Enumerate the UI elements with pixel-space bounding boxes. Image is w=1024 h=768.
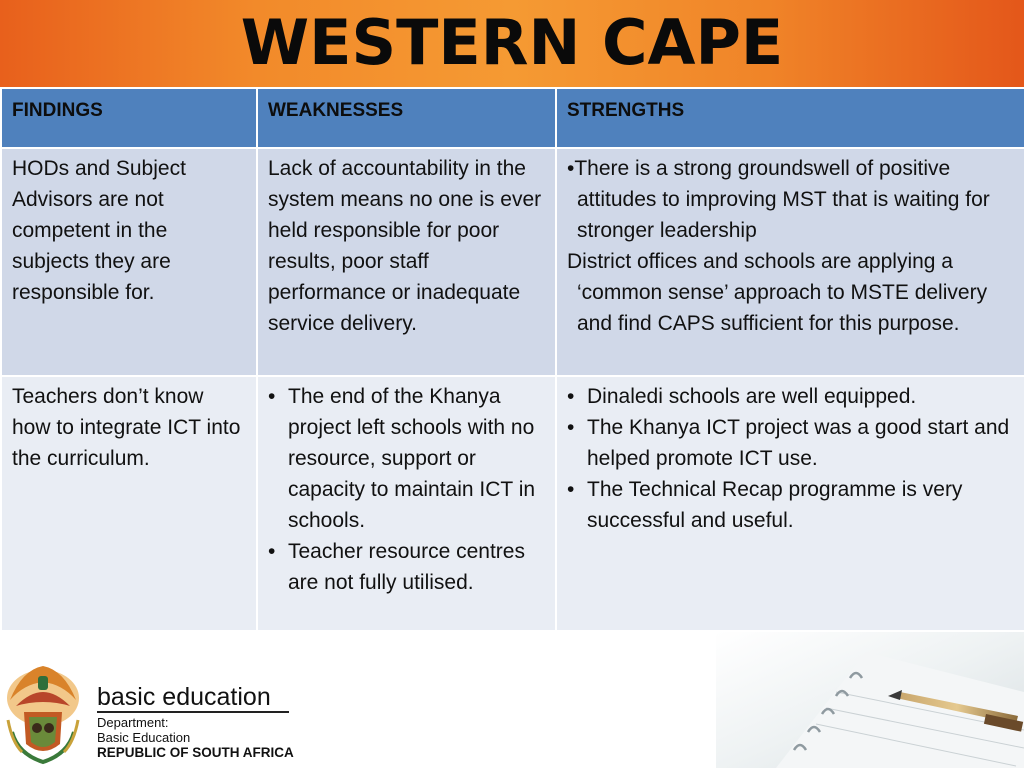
strengths-cell bbox=[556, 376, 1024, 631]
bullet-icon: • bbox=[567, 416, 575, 439]
findings-table bbox=[0, 87, 1024, 632]
finding-cell bbox=[1, 376, 257, 631]
strength-text: •There is a strong groundswell of positive attitudes to improving MST that is waiting for stronger leadership bbox=[567, 157, 990, 242]
coat-of-arms-icon bbox=[2, 662, 84, 766]
list-item-text: The Technical Recap programme is very successful and useful. bbox=[587, 478, 963, 532]
slide-title: WESTERN CAPE bbox=[240, 6, 784, 79]
column-header-strengths: STRENGTHS bbox=[556, 88, 1024, 148]
weakness-list bbox=[268, 381, 545, 598]
title-banner bbox=[0, 0, 1024, 87]
finding-cell bbox=[1, 148, 257, 376]
table-row bbox=[1, 148, 1024, 376]
column-header-findings: FINDINGS bbox=[1, 88, 257, 148]
bullet-icon: • bbox=[268, 385, 276, 408]
list-item bbox=[268, 381, 545, 536]
table-header-row bbox=[1, 88, 1024, 148]
column-header-weaknesses: WEAKNESSES bbox=[257, 88, 556, 148]
country-name: REPUBLIC OF SOUTH AFRICA bbox=[97, 745, 294, 760]
department-label: Department: bbox=[97, 715, 169, 730]
list-item bbox=[268, 536, 545, 598]
finding-text: Teachers don’t know how to integrate ICT into the curriculum. bbox=[12, 385, 241, 470]
notebook-pen-image bbox=[716, 632, 1024, 768]
brand-divider bbox=[97, 711, 289, 713]
list-item bbox=[567, 412, 1014, 474]
department-name: Basic Education bbox=[97, 730, 191, 745]
brand-name: basic education bbox=[97, 683, 271, 711]
weakness-cell bbox=[257, 376, 556, 631]
bullet-icon: • bbox=[567, 478, 575, 501]
finding-text: HODs and Subject Advisors are not competent in the subjects they are responsible for. bbox=[12, 157, 186, 304]
list-item-text: The Khanya ICT project was a good start and helped promote ICT use. bbox=[587, 416, 1010, 470]
list-item-text: Dinaledi schools are well equipped. bbox=[587, 385, 917, 408]
list-item-text: Teacher resource centres are not fully utilised. bbox=[288, 540, 525, 594]
list-item bbox=[567, 474, 1014, 536]
weakness-cell bbox=[257, 148, 556, 376]
table-row bbox=[1, 376, 1024, 631]
list-item bbox=[567, 381, 1014, 412]
strength-text: District offices and schools are applying a ‘common sense’ approach to MSTE delivery and find CAPS sufficient for this purpose. bbox=[567, 250, 988, 335]
strengths-cell bbox=[556, 148, 1024, 376]
strengths-list bbox=[567, 381, 1014, 536]
bullet-icon: • bbox=[268, 540, 276, 563]
bullet-icon: • bbox=[567, 385, 575, 408]
list-item-text: The end of the Khanya project left schools with no resource, support or capacity to maintain ICT in schools. bbox=[288, 385, 536, 532]
weakness-text: Lack of accountability in the system means no one is ever held responsible for poor results, poor staff performance or inadequate service delivery. bbox=[268, 157, 542, 335]
